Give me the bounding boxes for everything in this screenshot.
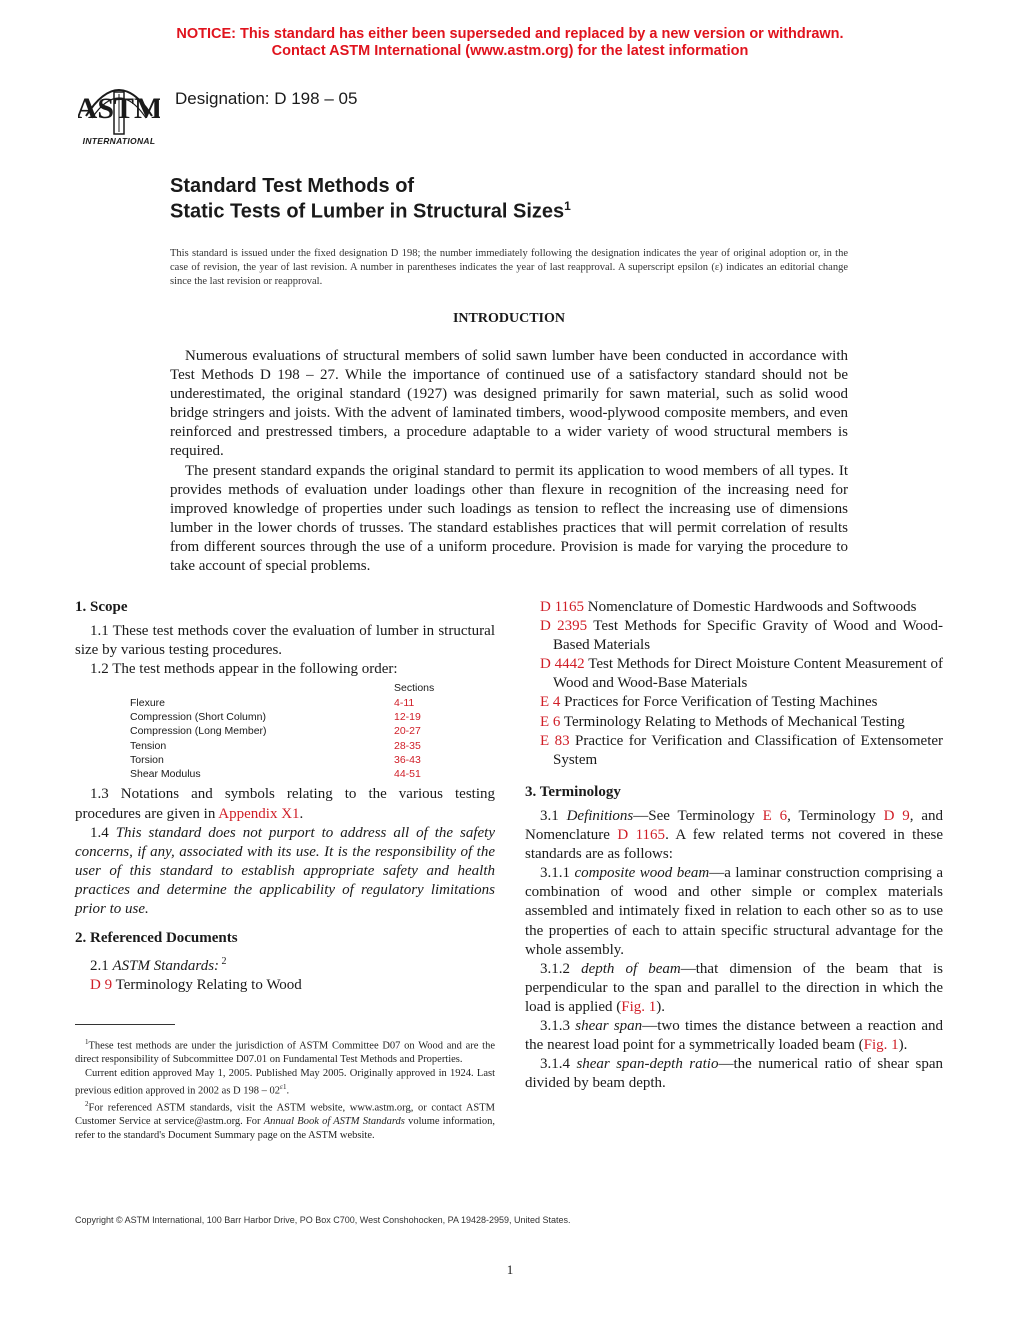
ref-2-1-num: 2.1 [90,958,113,975]
term-text: —the numerical ratio of shear span divided by beam depth. [525,1056,944,1092]
table-label: Torsion [130,753,164,766]
table-label: Compression (Long Member) [130,725,267,738]
ref-item [525,655,943,693]
footnote-2-text: For referenced ASTM standards, visit the ASTM website, www.astm.org, or contact ASTM Customer Service at service@astm.org. For [75,1102,495,1128]
scope-1-1: 1.1 These test methods cover the evaluation of lumber in structural size by various testing procedures. [75,623,495,659]
term-name: depth of beam [581,960,681,977]
astm-standards-label: ASTM Standards: [112,958,220,975]
term-name: Definitions [566,807,634,824]
term-num: 3.1.1 [540,865,575,882]
term-text: , and Nomenclature [525,807,943,844]
footnote-2-text-end: volume information, refer to the standard's Document Summary page on the ASTM website. [75,1116,495,1141]
table-label: Compression (Short Column) [130,710,266,723]
appendix-link[interactable]: Appendix X1 [218,805,300,822]
issuance-note: This standard is issued under the fixed designation D 198; the number immediately following the designation indicates the year of original adoption or, in the case of revision, the year of last revision. A number in parentheses indicates the year of last reapproval. A superscript epsilon (ε) indicates an editorial change since the last revision or reapproval. [170,248,848,287]
footnote-divider [75,1024,175,1025]
section-link[interactable]: 36-43 [394,753,421,766]
ref-link[interactable]: D 4442 [540,656,585,673]
introduction [170,347,848,576]
ref-text: Terminology Relating to Wood [115,977,302,994]
term-text: . A few related terms not covered in these standards are as follows: [525,827,943,863]
epsilon-mark: ε1 [280,1082,287,1091]
table-row [130,753,495,767]
term-num: 3.1.2 [540,960,582,977]
section-link[interactable]: 12-19 [394,710,421,723]
scope-1-3 [75,785,495,823]
term-3-1-3 [525,1017,943,1055]
term-3-1-1 [525,864,943,959]
term-name: composite wood beam [574,865,710,882]
table-row [130,710,495,724]
astm-logo-icon [78,74,160,136]
footnote-2-mark: 2 [85,1099,89,1108]
intro-paragraph-2: The present standard expands the original standard to permit its application to wood members of all types. It provides methods of evaluation under loadings other than flexure in recognition of the increasing need for improved knowledge of properties under such loadings as tension to reflect the increasing use of dimensions lumber in the lower chords of trusses. The standard establishes practices that will permit correlation of results from different sources through the use of a uniform procedure. Provision is made for varying the procedure to take account of special problems. [170,462,848,575]
footnote-1b [75,1067,495,1098]
ref-text: Practices for Force Verification of Testing Machines [564,694,878,711]
term-name: shear span-depth ratio [576,1056,719,1073]
title-text: Static Tests of Lumber in Structural Sizes [170,200,565,223]
footnote-1-text: These test methods are under the jurisdiction of ASTM Committee D07 on Wood and are the direct responsibility of Subcommittee D07.01 on Fundamental Test Methods and Properties. [75,1040,495,1066]
ref-link-d1165[interactable]: D 1165 [617,827,666,844]
terminology-heading: 3. Terminology [525,783,621,800]
ref-item [525,598,943,617]
section-link[interactable]: 44-51 [394,768,421,781]
figure-link[interactable]: Fig. 1 [863,1037,899,1054]
table-row [130,724,495,738]
notice-line-1: NOTICE: This standard has either been superseded and replaced by a new version or withdrawn. [176,26,844,42]
term-num: 3.1.4 [540,1056,577,1073]
scope-1-2: 1.2 The test methods appear in the following order: [90,661,398,678]
ref-link-d9[interactable]: D 9 [883,807,910,824]
table-label: Shear Modulus [130,768,201,781]
ref-2-1 [75,952,495,976]
term-3-1-2 [525,960,943,1017]
footnotes [75,1036,495,1142]
scope-1-3-end: . [299,805,304,822]
ref-link[interactable]: E 4 [540,694,561,711]
ref-text: Test Methods for Specific Gravity of Wood and Wood-Based Materials [553,618,943,654]
table-row [130,739,495,753]
term-text: —a laminar construction comprising a combination of wood and other simple or complex materials assembled and intimately fixed in relation to each other so as to use the properties of each to attain specific structural advantage for the whole assembly. [525,865,943,958]
footnote-1-mark: 1 [85,1038,89,1046]
safety-statement: This standard does not purport to address all of the safety concerns, if any, associated with its use. It is the responsibility of the user of this standard to establish appropriate safety and health practices and determine the applicability of regulatory limitations prior to use. [75,824,496,918]
term-num: 3.1.3 [540,1017,576,1034]
designation: Designation: D 198 – 05 [175,89,358,108]
footnote-1 [75,1036,495,1067]
svg-text:ASTM: ASTM [78,92,160,125]
footnote-ref: 2 [219,956,227,968]
footnote-2 [75,1098,495,1143]
ref-link-e6[interactable]: E 6 [762,807,788,824]
scope-1-4-num: 1.4 [90,824,116,841]
sections-table [75,681,495,781]
annual-book-title: Annual Book of ASTM Standards [263,1116,405,1128]
intro-paragraph-1: Numerous evaluations of structural members of solid sawn lumber have been conducted in accordance with Test Methods D 198 – 27. While the importance of continued use of a satisfactory standard should not be underestimated, the original standard (1927) was designed primarily for sawn material, such as solid wood bridge stringers and joists. With the advent of laminated timbers, wood-plywood composite members, and even reinforced and prestressed timbers, a procedure adaptable to a wider variety of wood structural members is required. [170,348,848,460]
ref-text: Terminology Relating to Methods of Mechanical Testing [563,713,905,730]
notice-line-2: Contact ASTM International (www.astm.org) for the latest information [271,43,749,59]
ref-item [525,693,943,712]
ref-link[interactable]: D 9 [90,977,113,994]
table-row [130,767,495,781]
footnote-1b-end: . [286,1085,290,1097]
term-name: shear span [575,1017,643,1034]
ref-text: Nomenclature of Domestic Hardwoods and Softwoods [587,599,917,615]
left-column [75,598,495,995]
title-line-2 [170,199,571,224]
ref-text: Test Methods for Direct Moisture Content Measurement of Wood and Wood-Base Materials [553,656,943,692]
table-row [130,696,495,710]
term-text: —See Terminology [633,807,763,824]
ref-item [525,713,943,732]
ref-item [525,617,943,655]
section-link[interactable]: 20-27 [394,725,421,738]
astm-logo [78,74,160,150]
footnote-1b-text: Current edition approved May 1, 2005. Published May 2005. Originally approved in 1924. Last previous edition approved in 2002 as D 198 – 02 [75,1067,495,1097]
term-text: —two times the distance between a reaction and the nearest load point for a symmetrically loaded beam ( [525,1017,944,1054]
section-link[interactable]: 28-35 [394,739,421,752]
scope-heading: 1. Scope [75,599,128,615]
ref-item [75,976,495,995]
term-text-end: ). [898,1037,908,1054]
ref-link[interactable]: D 1165 [540,599,585,615]
sections-header: Sections [394,682,435,695]
ref-item [525,732,943,770]
table-label: Tension [130,739,167,752]
section-link[interactable]: 4-11 [394,696,415,709]
term-text: , Terminology [787,807,884,824]
ref-link[interactable]: E 6 [540,713,561,730]
introduction-heading: INTRODUCTION [452,311,565,326]
ref-text: Practice for Verification and Classification of Extensometer System [553,732,944,768]
term-3-1-4 [525,1055,943,1093]
title-footnote-ref: 1 [564,199,571,213]
referenced-documents-heading: 2. Referenced Documents [75,930,238,947]
scope-1-4 [75,824,495,919]
right-column [525,598,943,1093]
term-num: 3.1 [540,807,567,824]
ref-link[interactable]: D 2395 [540,618,588,635]
figure-link[interactable]: Fig. 1 [621,998,657,1015]
page-number: 1 [506,1262,514,1277]
scope-1-3-text: 1.3 Notations and symbols relating to the various testing procedures are given in [75,786,495,822]
copyright: Copyright © ASTM International, 100 Barr Harbor Drive, PO Box C700, West Conshohocken, PA 19428-2959, United States. [75,1215,571,1225]
table-label: Flexure [130,696,166,709]
term-text-end: ). [656,998,665,1015]
logo-text: INTERNATIONAL [82,136,156,146]
term-3-1 [525,807,943,864]
ref-link[interactable]: E 83 [540,732,570,749]
term-text: —that dimension of the beam that is perpendicular to the span and parallel to the direction in which the load is applied ( [525,960,944,1015]
title-line-1: Standard Test Methods of [170,175,415,197]
